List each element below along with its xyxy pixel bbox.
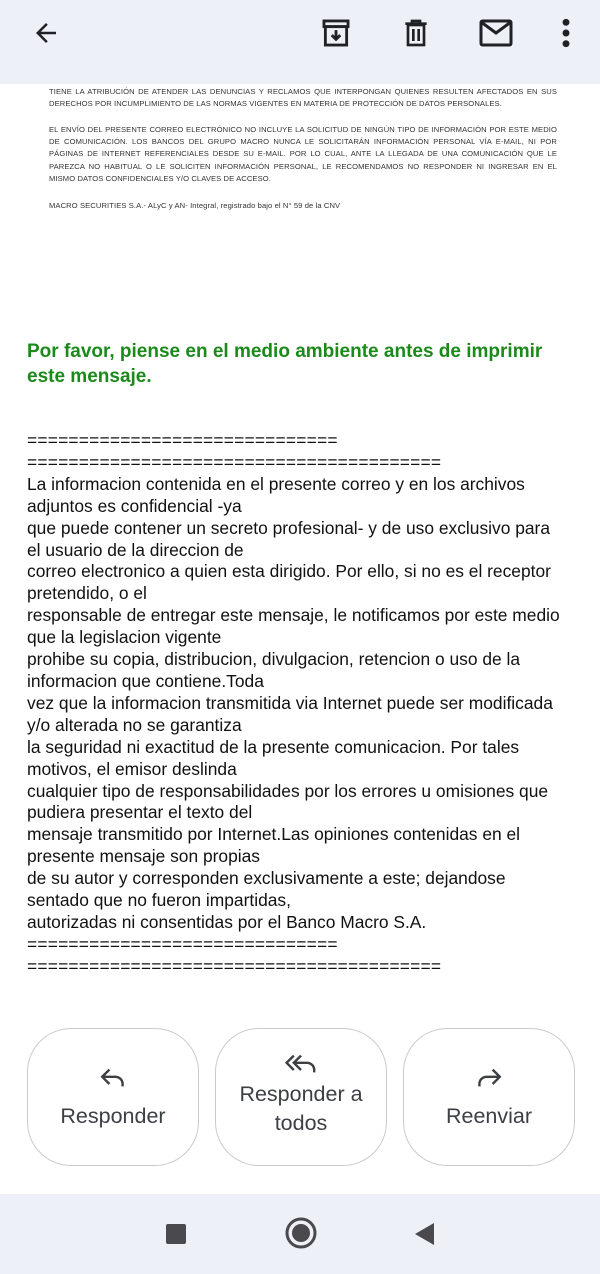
disclaimer-line: autorizadas ni consentidas por el Banco Macro S.A. [27, 911, 427, 932]
disclaimer-line: motivos, el emisor deslinda [27, 758, 237, 779]
disclaimer-line: pretendido, o el [27, 583, 147, 604]
back-arrow-icon [31, 18, 61, 48]
disclaimer-line: presente mensaje son propias [27, 846, 260, 867]
reply-all-label: Responder a todos [239, 1082, 363, 1135]
disclaimer-line: adjuntos es confidencial -ya [27, 495, 242, 516]
reply-all-button[interactable] [215, 1028, 387, 1166]
circle-home-icon [285, 1217, 317, 1249]
system-back-button[interactable] [410, 1219, 438, 1249]
disclaimer-line: de su autor y corresponden exclusivamente a este; dejandose [27, 868, 506, 889]
back-button[interactable] [22, 10, 70, 56]
cnv-registration: MACRO SECURITIES S.A.- ALyC y AN- Integral, registrado bajo el N° 59 de la CNV [49, 201, 341, 210]
disclaimer-line: cualquier tipo de responsabilidades por los errores u omisiones que [27, 780, 549, 801]
archive-button[interactable] [312, 10, 360, 56]
envelope-icon [478, 18, 514, 48]
disclaimer-line: La informacion contenida en el presente correo y en los archivos [27, 473, 525, 494]
reply-button[interactable] [27, 1028, 199, 1166]
forward-button[interactable] [403, 1028, 575, 1166]
more-options-button[interactable] [542, 10, 590, 56]
legal-paragraph: EL ENVÍO DEL PRESENTE CORREO ELECTRÓNICO NO INCLUYE LA SOLICITUD DE NINGÚN TIPO DE INFORMACIÓN POR ESTE MEDIO DE COMUNICACIÓN. LOS BANCOS DEL GRUPO MACRO NUNCA LE SOLICITARÁN INFORMACIÓN PERSONAL VÍA E-MAIL, NI POR PÁGINAS DE INTERNET REFERENCIALES DESDE SU E-MAIL. POR LO CUAL, ANTE LA LLEGADA DE UNA COMUNICACIÓN QUE LE PAREZCA NO HABITUAL O LE SOLICITEN INFORMACIÓN PERSONAL, LE RECOMENDAMOS NO RESPONDER NI INGRESAR EN EL MISMO DATOS CONFIDENCIALES Y/O CLAVES DE ACCESO. [49, 125, 557, 183]
reply-all-icon [284, 1050, 318, 1078]
triangle-back-icon [412, 1221, 436, 1247]
square-recents-icon [165, 1223, 187, 1245]
legal-paragraph: TIENE LA ATRIBUCIÓN DE ATENDER LAS DENUNCIAS Y RECLAMOS QUE INTERPONGAN QUIENES RESULTEN AFECTADOS EN SUS DERECHOS POR INCUMPLIMIENTO DE LAS NORMAS VIGENTES EN MATERIA DE PROTECCIÓN DE DATOS PERSONALES. [49, 87, 557, 109]
mark-unread-button[interactable] [472, 10, 520, 56]
separator-line: ============================== [27, 430, 338, 450]
disclaimer-line: correo electronico a quien esta dirigido. Por ello, si no es el receptor [27, 561, 551, 582]
disclaimer-line: y/o alterada no se garantiza [27, 714, 242, 735]
disclaimer-line: que puede contener un secreto profesional- y de uso exclusivo para [27, 517, 551, 538]
forward-icon [474, 1064, 504, 1092]
delete-button[interactable] [392, 10, 440, 56]
home-button[interactable] [284, 1216, 318, 1250]
disclaimer-line: informacion que contiene.Toda [27, 670, 264, 691]
disclaimer-line: mensaje transmitido por Internet.Las opiniones contenidas en el [27, 824, 521, 845]
disclaimer-line: pudiera presentar el texto del [27, 802, 253, 823]
disclaimer-line: que la legislacion vigente [27, 627, 222, 648]
system-nav-bar [0, 1194, 600, 1274]
disclaimer-line: sentado que no fueron impartidas, [27, 890, 291, 911]
archive-icon [319, 16, 353, 50]
confidentiality-disclaimer [27, 430, 587, 978]
reply-icon [98, 1064, 128, 1092]
forward-label: Reenviar [445, 1103, 533, 1128]
top-app-bar [0, 0, 600, 84]
recents-button[interactable] [162, 1220, 190, 1248]
separator-line: ======================================== [27, 955, 442, 976]
disclaimer-line: vez que la informacion transmitida via Internet puede ser modificada [27, 692, 553, 713]
separator-line: ============================== [27, 933, 338, 954]
separator-line: ======================================== [27, 451, 442, 472]
disclaimer-line: prohibe su copia, distribucion, divulgacion, retencion o uso de la [27, 649, 521, 670]
disclaimer-line: responsable de entregar este mensaje, le notificamos por este medio [27, 605, 560, 626]
disclaimer-line: la seguridad ni exactitud de la presente comunicacion. Por tales [27, 736, 520, 757]
eco-notice: Por favor, piense en el medio ambiente antes de imprimir este mensaje. [27, 341, 543, 387]
disclaimer-line: el usuario de la direccion de [27, 539, 244, 560]
more-vert-icon [561, 17, 571, 49]
reply-label: Responder [60, 1103, 166, 1128]
trash-icon [400, 16, 432, 50]
